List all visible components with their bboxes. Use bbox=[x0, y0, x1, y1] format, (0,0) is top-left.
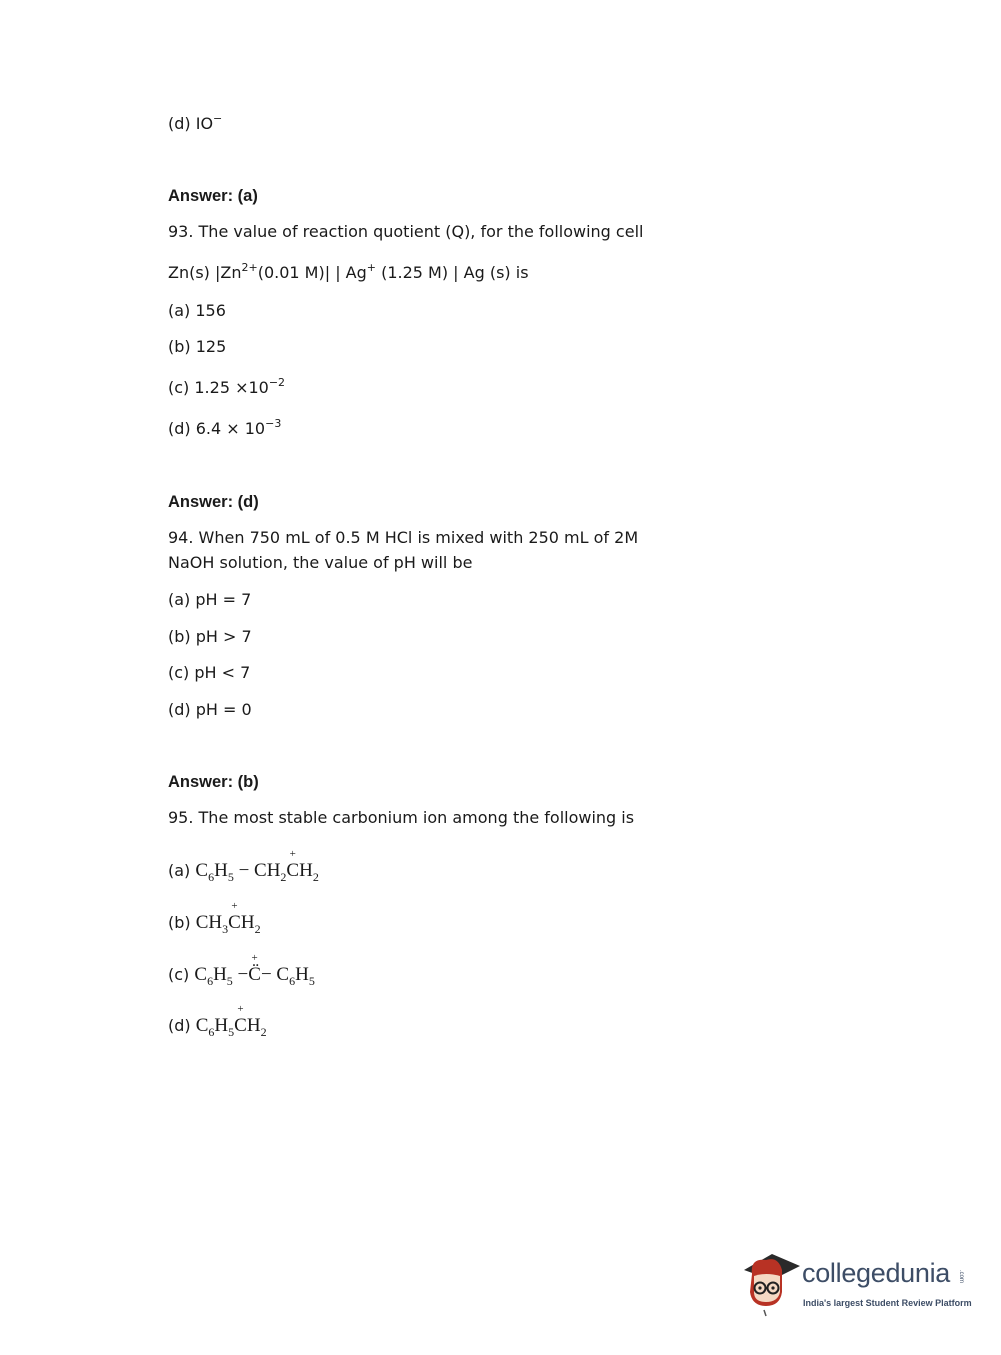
q93-text: 93. The value of reaction quotient (Q), for the following cell bbox=[168, 222, 644, 241]
q95-option-a-formula: $C_6H_5 - CH_2+ CH_2$ bbox=[195, 860, 318, 881]
q95-option-a-label: (a) bbox=[168, 861, 191, 880]
q93-cell bbox=[168, 263, 529, 283]
q95-option-c-label: (c) bbox=[168, 965, 190, 984]
q93-cell-part-a: Zn(s) |Zn bbox=[168, 263, 242, 282]
q93-cell-sup2: + bbox=[366, 261, 376, 274]
q93-cell-part-c: (1.25 M) | Ag (s) is bbox=[376, 263, 529, 282]
q93-option-a: (a) 156 bbox=[168, 301, 226, 320]
q94-option-a: (a) pH = 7 bbox=[168, 590, 252, 609]
q95-option-a bbox=[168, 860, 319, 884]
logo-tagline: India's largest Student Review Platform bbox=[803, 1298, 972, 1308]
answer-93: Answer: (d) bbox=[168, 493, 259, 511]
q93-option-c bbox=[168, 378, 285, 398]
q93-option-c-exp: −2 bbox=[268, 376, 286, 389]
q94-text-line1: 94. When 750 mL of 0.5 M HCl is mixed with 250 mL of 2M bbox=[168, 528, 639, 547]
q95-text: 95. The most stable carbonium ion among the following is bbox=[168, 808, 635, 827]
q93-option-d bbox=[168, 419, 281, 439]
q92-option-d-sup: − bbox=[213, 112, 223, 125]
q92-option-d bbox=[168, 114, 222, 134]
collegedunia-logo bbox=[742, 1248, 972, 1318]
q95-option-c-formula: $C_6H_5$ −+ C̈− $C_6H_5$ bbox=[194, 964, 314, 985]
q93-cell-sup1: 2+ bbox=[241, 261, 258, 274]
q95-option-b-formula: $CH_3+ CH_2$ bbox=[196, 912, 261, 933]
mascot-icon bbox=[742, 1248, 802, 1318]
logo-wordmark: collegedunia bbox=[802, 1258, 951, 1288]
q93-cell-part-b: (0.01 M)| | Ag bbox=[257, 263, 367, 282]
q95-option-b bbox=[168, 912, 261, 936]
q93-option-b: (b) 125 bbox=[168, 337, 227, 356]
q94-option-c: (c) pH < 7 bbox=[168, 663, 251, 682]
q95-option-d-label: (d) bbox=[168, 1016, 191, 1035]
q95-option-c bbox=[168, 964, 315, 988]
logo-com: .com bbox=[958, 1270, 964, 1284]
q92-option-d-text: (d) IO bbox=[168, 114, 214, 133]
q95-option-d-formula: $C_6H_5+ CH_2$ bbox=[196, 1015, 267, 1036]
q93-option-d-exp: −3 bbox=[265, 417, 282, 430]
q93-option-c-text: (c) 1.25 ×10 bbox=[168, 378, 269, 397]
answer-94: Answer: (b) bbox=[168, 773, 259, 791]
q95-option-b-label: (b) bbox=[168, 913, 191, 932]
q93-option-d-text: (d) 6.4 × 10 bbox=[168, 419, 266, 438]
q94-text-line2: NaOH solution, the value of pH will be bbox=[168, 553, 473, 572]
q94-option-d: (d) pH = 0 bbox=[168, 700, 252, 719]
answer-92: Answer: (a) bbox=[168, 187, 258, 205]
q94-option-b: (b) pH > 7 bbox=[168, 627, 252, 646]
q95-option-d bbox=[168, 1015, 267, 1039]
